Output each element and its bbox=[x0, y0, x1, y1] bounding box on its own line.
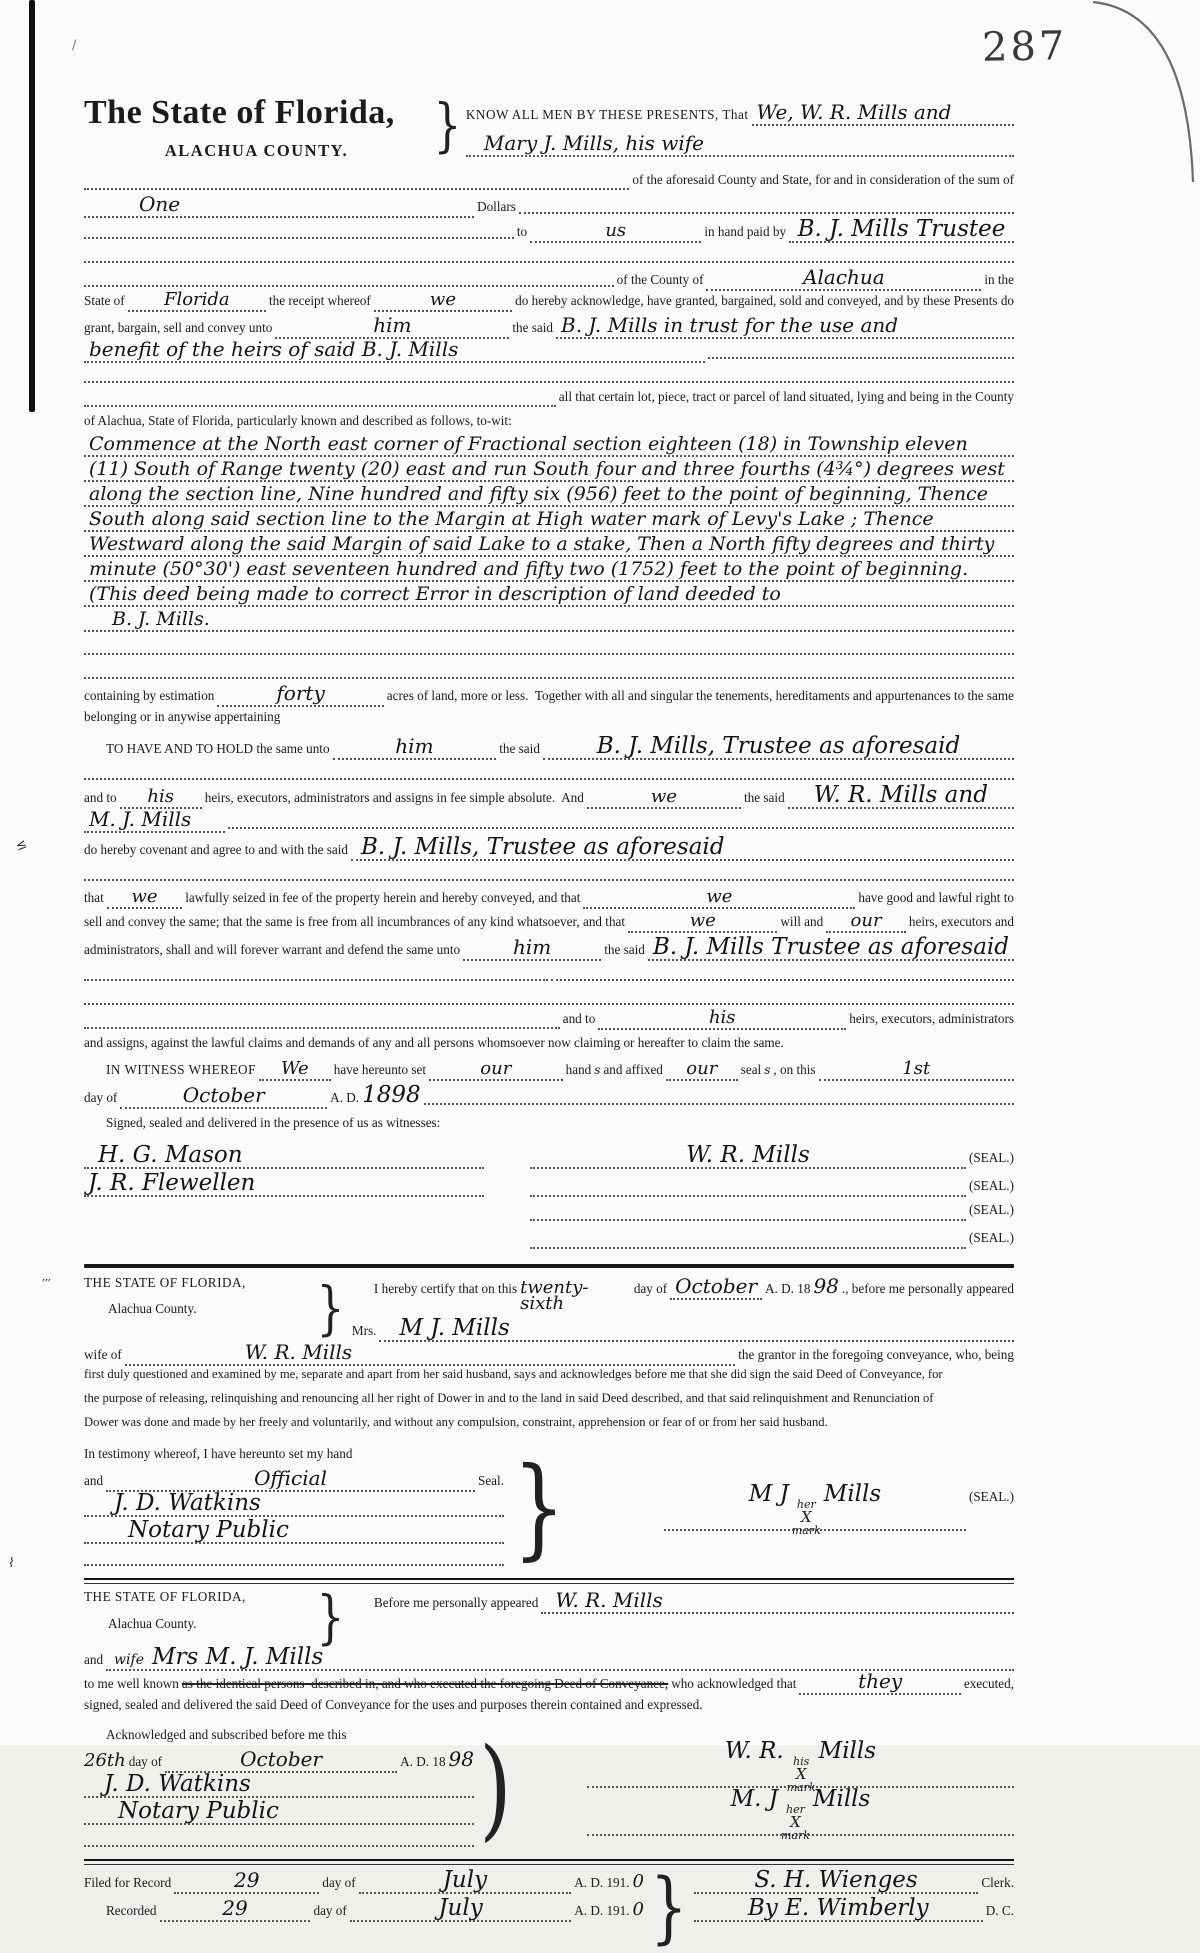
ack1-day-of: day of bbox=[633, 1281, 668, 1296]
day-of-label: day of bbox=[84, 1090, 118, 1105]
description-line: B. J. Mills. bbox=[112, 608, 210, 630]
ack2-day-of: day of bbox=[128, 1754, 163, 1770]
ack1-year-value: 98 bbox=[813, 1274, 839, 1298]
before-text: Before me personally appeared bbox=[373, 1595, 539, 1611]
our-value: our bbox=[850, 910, 882, 931]
grantee-cont-value: benefit of the heirs of said B. J. Mills bbox=[89, 337, 459, 361]
known1-text: to me well known bbox=[84, 1676, 179, 1692]
unto-value: him bbox=[373, 313, 412, 337]
witness-our1: our bbox=[480, 1058, 512, 1079]
signature-row bbox=[84, 1142, 1014, 1172]
witness-our2: our bbox=[686, 1058, 718, 1079]
section-divider bbox=[84, 1264, 1014, 1268]
covenant-grantee-value: B. J. Mills, Trustee as aforesaid bbox=[361, 834, 725, 860]
will-and-label: will and bbox=[780, 914, 824, 929]
ack1-para2: the purpose of releasing, relinquishing and renouncing all her right of Dower in and to the land in said Deed described, and that said relinquishment and Renunciation of bbox=[84, 1391, 934, 1406]
signature-row bbox=[84, 1170, 1014, 1200]
covenant-label: do hereby covenant and agree to and with the said bbox=[84, 842, 349, 857]
known2-text: who acknowledged that bbox=[671, 1676, 797, 1692]
to-whom-value: us bbox=[605, 220, 627, 241]
description-line: Commence at the North east corner of Fractional section eighteen (18) in Township eleven bbox=[89, 433, 968, 455]
ack2-brace: } bbox=[316, 1583, 345, 1652]
description-line: (11) South of Range twenty (20) east and run South four and three fourths (4¾°) degrees west bbox=[89, 458, 1005, 480]
payer-value: B. J. Mills Trustee bbox=[797, 216, 1006, 242]
struck-text: as the identical persons described in, and who executed the foregoing Deed of Conveyance, bbox=[181, 1676, 669, 1692]
mark-word: mark bbox=[791, 1524, 821, 1538]
on-this-label: , on this bbox=[773, 1062, 816, 1077]
ack2-notary-title: Notary Public bbox=[118, 1798, 279, 1825]
wife-of-label: wife of bbox=[84, 1347, 122, 1363]
clerk-signature: S. H. Wienges bbox=[754, 1867, 918, 1894]
that-label: that bbox=[84, 890, 104, 905]
they-value: they bbox=[858, 1669, 903, 1694]
filing-day-of: day of bbox=[322, 1875, 356, 1891]
county-value: Alachua bbox=[803, 265, 885, 289]
description-line: Westward along the said Margin of said Lake to a stake, Then a North fifty degrees and thirty bbox=[89, 533, 995, 555]
her-word: her bbox=[786, 1803, 805, 1817]
scan-artifact-edge bbox=[29, 0, 35, 412]
description-line: minute (50°30') east seventeen hundred and fifty two (1752) feet to the point of beginning. bbox=[89, 558, 969, 580]
ack1-county-label: Alachua County. bbox=[108, 1301, 197, 1317]
and-to2-label: and to bbox=[562, 1011, 596, 1026]
heirs-label: heirs, executors and bbox=[908, 914, 1014, 929]
her-word: her bbox=[796, 1498, 816, 1512]
ack2-notary-signature: J. D. Watkins bbox=[104, 1771, 251, 1798]
grantor1-signature: W. R. Mills bbox=[686, 1142, 810, 1168]
wr-mark-signature: W. R. his X mark Mills bbox=[587, 1741, 1014, 1788]
ack1-para1: first duly questioned and examined by me, separate and apart from her said husband, says and acknowledges before me that she did sign the said Deed of Conveyance, for bbox=[84, 1367, 943, 1382]
ack2-month-value: October bbox=[240, 1747, 323, 1772]
receipt-label: the receipt whereof bbox=[269, 293, 371, 308]
county-of-label: of the County of bbox=[616, 272, 704, 287]
grantee-value: B. J. Mills in trust for the use and bbox=[561, 313, 899, 337]
filing-ad-2: A. D. 191. bbox=[574, 1903, 630, 1919]
ack2-signed-text: signed, sealed and delivered the said Deed of Conveyance for the uses and purposes therein contained and expressed. bbox=[84, 1697, 703, 1713]
ack2-day-num: 26th bbox=[84, 1750, 126, 1772]
acres-text: acres of land, more or less. Together with all and singular the tenements, hereditaments and appurtenances to the same bbox=[386, 688, 1014, 703]
description-line: South along said section line to the Margin at High water mark of Levy's Lake ; Thence bbox=[89, 508, 934, 530]
mrs-label: Mrs. bbox=[351, 1323, 377, 1339]
ack1-appeared: ., before me personally appeared bbox=[841, 1281, 1014, 1296]
ack1-day-value: twenty-sixth bbox=[520, 1277, 589, 1315]
notary-signature: J. D. Watkins bbox=[114, 1490, 261, 1517]
grantor-names-line1: We, W. R. Mills and bbox=[756, 100, 952, 124]
signature-row bbox=[84, 1201, 1014, 1228]
mark-word: mark bbox=[780, 1829, 810, 1843]
seal-label: (SEAL.) bbox=[968, 1202, 1014, 1217]
hand-label: hand bbox=[565, 1062, 592, 1077]
filing-ad: A. D. 191. bbox=[574, 1875, 630, 1891]
clerk-label: Clerk. bbox=[981, 1875, 1014, 1891]
mj-mark-signature-2: M. J her X mark Mills bbox=[587, 1789, 1014, 1836]
description-line: along the section line, Nine hundred and fifty six (956) feet to the point of beginning, Thence bbox=[89, 483, 988, 505]
deputy-label: D. C. bbox=[985, 1903, 1014, 1919]
habendum-grantee-value: B. J. Mills, Trustee as aforesaid bbox=[596, 733, 961, 759]
seal-plural-s: s bbox=[764, 1063, 771, 1077]
scan-artifact: ⌇ bbox=[6, 1555, 16, 1572]
covenant-we2: we bbox=[706, 886, 733, 907]
ack1-state-label: THE STATE OF FLORIDA, bbox=[84, 1275, 246, 1290]
covenant-we1: we bbox=[131, 886, 158, 907]
sell-text: sell and convey the same; that the same is free from all incumbrances of any kind whatsoever, and that bbox=[84, 914, 626, 929]
heirs-pron-value: his bbox=[147, 786, 174, 807]
right-text: have good and lawful right to bbox=[858, 890, 1014, 905]
all-that-text: all that certain lot, piece, tract or parcel of land situated, lying and being in the County bbox=[558, 389, 1014, 404]
covenant-we3: we bbox=[689, 910, 716, 931]
day-num-value: 1st bbox=[902, 1058, 931, 1079]
x-mark: X bbox=[795, 1765, 807, 1784]
acreage-value: forty bbox=[276, 681, 325, 705]
year-value: 1898 bbox=[362, 1082, 421, 1108]
county-title: ALACHUA COUNTY. bbox=[164, 141, 349, 160]
ack2-bottom-brace: ) bbox=[479, 1724, 512, 1853]
official-value: Official bbox=[254, 1466, 327, 1491]
notary-title-hw: Notary Public bbox=[128, 1517, 289, 1544]
seal-word-label: seal bbox=[740, 1062, 762, 1077]
ack2-year-value: 98 bbox=[448, 1747, 474, 1772]
hand-plural-s: s bbox=[594, 1063, 601, 1077]
known-as-text: of Alachua, State of Florida, particularly known and described as follows, to-wit: bbox=[84, 413, 512, 428]
to-have-label: TO HAVE AND TO HOLD the same unto bbox=[106, 741, 330, 756]
receipt-pron-value: we bbox=[429, 289, 456, 310]
scan-artifact: ′′′ bbox=[42, 1278, 51, 1293]
seal-word: Seal. bbox=[477, 1473, 504, 1489]
habendum-the-said: the said bbox=[499, 741, 540, 756]
ack2-name1-value: W. R. Mills bbox=[555, 1588, 663, 1613]
property-description bbox=[84, 433, 1014, 635]
in-hand-label: in hand paid by bbox=[704, 224, 787, 239]
and-to-label: and to bbox=[84, 790, 117, 805]
his-word: his bbox=[793, 1755, 810, 1769]
executed-label: executed, bbox=[963, 1676, 1014, 1692]
mark-word: mark bbox=[786, 1781, 816, 1795]
ack1-month-value: October bbox=[675, 1274, 758, 1298]
witness-we: We bbox=[280, 1058, 309, 1079]
claims-text: and assigns, against the lawful claims and demands of any and all persons whomsoever now claiming or hereafter to claim the same. bbox=[84, 1035, 784, 1050]
aforesaid-text: of the aforesaid County and State, for and in consideration of the sum of bbox=[632, 172, 1014, 187]
grantor-text: the grantor in the foregoing conveyance, who, being bbox=[738, 1347, 1014, 1363]
warrant-the-said: the said bbox=[604, 942, 645, 957]
warrant-text: administrators, shall and will forever warrant and defend the same unto bbox=[84, 942, 461, 957]
state-title: The State of Florida, bbox=[84, 94, 395, 131]
ack1-brace: } bbox=[316, 1274, 345, 1343]
in-witness-label: IN WITNESS WHEREOF bbox=[106, 1062, 256, 1077]
ack2-and-label: and bbox=[84, 1652, 104, 1668]
filing-brace: } bbox=[650, 1863, 688, 1953]
notary-testimony-block bbox=[84, 1444, 1014, 1570]
filed-month-value: July bbox=[442, 1867, 488, 1894]
the-said2-label: the said bbox=[744, 790, 785, 805]
filing-day-of-2: day of bbox=[313, 1903, 347, 1919]
affixed-label: and affixed bbox=[603, 1062, 663, 1077]
witness1-signature: H. G. Mason bbox=[98, 1142, 243, 1168]
acknowledged-text: Acknowledged and subscribed before me this bbox=[106, 1727, 347, 1743]
warrant-grantee: B. J. Mills Trustee as aforesaid bbox=[652, 934, 1009, 960]
acknowledge-text: do hereby acknowledge, have granted, bargained, sold and conveyed, and by these Presents do bbox=[515, 293, 1015, 308]
filing-block bbox=[84, 1863, 1014, 1953]
ack2-ad: A. D. 18 bbox=[400, 1754, 446, 1770]
recorded-day-value: 29 bbox=[222, 1896, 248, 1921]
scan-artifact: ≤ bbox=[13, 836, 30, 855]
mrs-name-value: M J. Mills bbox=[399, 1315, 510, 1342]
wife-word: wife bbox=[114, 1652, 144, 1669]
page-number: 287 bbox=[981, 23, 1068, 71]
signature-row bbox=[84, 1229, 1014, 1256]
state-value: Florida bbox=[163, 289, 230, 310]
testimony-text: In testimony whereof, I have hereunto set my hand bbox=[84, 1446, 353, 1462]
grant-label: grant, bargain, sell and convey unto bbox=[84, 320, 273, 335]
recorded-month-value: July bbox=[438, 1895, 483, 1922]
ack1-and-label: and bbox=[84, 1473, 104, 1489]
his-value: his bbox=[708, 1007, 736, 1028]
ack2-bottom-block bbox=[84, 1725, 1014, 1851]
grantor-names-line2: Mary J. Mills, his wife bbox=[483, 131, 705, 155]
section-divider-double bbox=[84, 1578, 1014, 1584]
x-mark: X bbox=[800, 1508, 812, 1527]
header-brace: } bbox=[433, 90, 462, 159]
ack2-county-label: Alachua County. bbox=[108, 1615, 197, 1631]
grantors2-value: M. J. Mills bbox=[89, 807, 192, 831]
deputy-signature: By E. Wimberly bbox=[747, 1895, 929, 1922]
month-value: October bbox=[182, 1083, 265, 1107]
state-of-label: State of bbox=[84, 293, 125, 308]
grantors-value: W. R. Mills and bbox=[813, 782, 988, 808]
belonging-text: belonging or in anywise appertaining bbox=[84, 709, 281, 724]
in-the-label: in the bbox=[984, 272, 1014, 287]
ack2-name2-value: Mrs M. J. Mills bbox=[151, 1644, 324, 1671]
seal-label: (SEAL.) bbox=[968, 1230, 1014, 1245]
dollars-label: Dollars bbox=[477, 199, 516, 214]
filed-year-digit: 0 bbox=[632, 1871, 644, 1893]
set-label: have hereunto set bbox=[333, 1062, 427, 1077]
seal-label: (SEAL.) bbox=[968, 1489, 1014, 1505]
heirs-text: heirs, executors, administrators and assigns in fee simple absolute. And bbox=[204, 790, 584, 805]
witness2-signature: J. R. Flewellen bbox=[88, 1170, 256, 1196]
description-line: (This deed being made to correct Error in description of land deeded to bbox=[89, 583, 781, 605]
testimony-brace: } bbox=[512, 1443, 566, 1572]
to-label: to bbox=[516, 224, 528, 239]
amount-value: One bbox=[139, 192, 181, 216]
warrant-unto: him bbox=[513, 935, 552, 959]
section-divider-bottom bbox=[84, 1859, 1014, 1865]
scan-artifact: ∕ bbox=[72, 38, 77, 53]
document-header bbox=[84, 88, 1014, 161]
certify-text: I hereby certify that on this bbox=[373, 1281, 518, 1296]
seal-label: (SEAL.) bbox=[968, 1150, 1014, 1165]
ack1-para3: Dower was done and made by her freely and voluntarily, and without any compulsion, constraint, apprehension or fear of or from her said husband. bbox=[84, 1415, 828, 1430]
ack1-header bbox=[84, 1274, 1014, 1342]
filed-day-value: 29 bbox=[233, 1868, 260, 1893]
filed-label: Filed for Record bbox=[84, 1875, 172, 1891]
the-said-label: the said bbox=[512, 320, 554, 335]
heirs2-label: heirs, executors, administrators bbox=[849, 1011, 1014, 1026]
habendum-unto-value: him bbox=[395, 734, 434, 758]
ack2-state-label: THE STATE OF FLORIDA, bbox=[84, 1589, 246, 1605]
husband-name-value: W. R. Mills bbox=[244, 1340, 353, 1365]
containing-label: containing by estimation bbox=[84, 688, 215, 703]
page-corner-curve bbox=[1065, 0, 1200, 185]
recorded-label: Recorded bbox=[106, 1903, 157, 1919]
seal-label: (SEAL.) bbox=[968, 1178, 1014, 1193]
ad-label: A. D. bbox=[330, 1090, 360, 1105]
presence-text: Signed, sealed and delivered in the presence of us as witnesses: bbox=[106, 1115, 441, 1130]
mj-mark-signature: M J her X mark Mills bbox=[664, 1484, 966, 1531]
ack1-ad: A. D. 18 bbox=[765, 1281, 811, 1296]
know-all-label: KNOW ALL MEN BY THESE PRESENTS, That bbox=[465, 107, 749, 122]
seized-text: lawfully seized in fee of the property herein and hereby conveyed, and that bbox=[185, 890, 581, 905]
x-mark: X bbox=[790, 1813, 801, 1832]
recorded-year-digit: 0 bbox=[632, 1899, 644, 1921]
we-value: we bbox=[650, 786, 677, 807]
ack2-header bbox=[84, 1583, 1014, 1652]
